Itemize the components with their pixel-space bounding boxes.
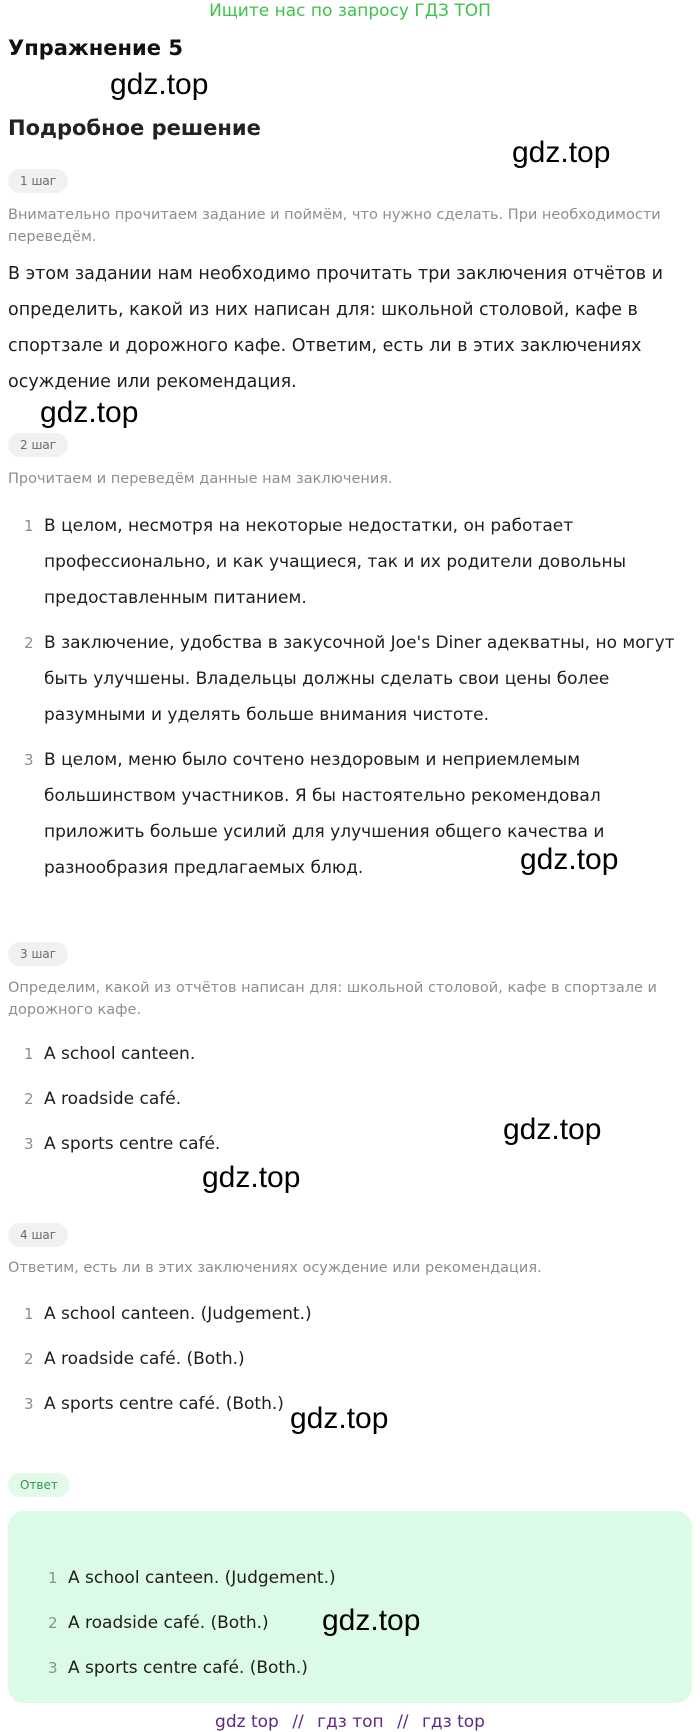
- list-text: A sports centre café. (Both.): [44, 1394, 284, 1414]
- list-number: 2: [24, 1350, 34, 1368]
- list-number: 1: [48, 1569, 58, 1587]
- step-note: Прочитаем и переведём данные нам заключения.: [8, 471, 393, 487]
- list-item: [8, 1042, 698, 1066]
- list-item: [8, 1347, 698, 1371]
- footer-link-gdz-top-mixed[interactable]: гдз top: [421, 1712, 485, 1732]
- footer-link-gdz-top[interactable]: gdz top: [215, 1712, 279, 1732]
- watermark: gdz.top: [202, 1161, 301, 1194]
- exercise-title: Упражнение 5: [8, 36, 183, 60]
- step-badge: 2 шаг: [8, 433, 68, 457]
- translation-list: [8, 508, 698, 895]
- step-note: Ответим, есть ли в этих заключениях осуждение или рекомендация.: [8, 1260, 542, 1276]
- step-note: Внимательно прочитаем задание и поймём, что нужно сделать. При необходимости переведём.: [8, 207, 661, 245]
- answer-badge: Ответ: [8, 1473, 70, 1497]
- list-item: [32, 1656, 672, 1680]
- list-number: 3: [24, 1395, 34, 1413]
- watermark: gdz.top: [322, 1604, 421, 1637]
- step-badge: 3 шаг: [8, 942, 68, 966]
- search-banner: Ищите нас по запросу ГДЗ ТОП: [209, 1, 491, 21]
- watermark: gdz.top: [290, 1402, 389, 1435]
- list-text: A roadside café. (Both.): [68, 1613, 269, 1633]
- list-item: [8, 1302, 698, 1326]
- list-text: A sports centre café. (Both.): [68, 1658, 308, 1678]
- footer-separator: //: [292, 1712, 304, 1732]
- list-number: 1: [24, 1045, 34, 1063]
- step-note: Определим, какой из отчётов написан для: школьной столовой, кафе в спортзале и дорожного кафе.: [8, 980, 657, 1018]
- list-item: [32, 1566, 672, 1590]
- watermark: gdz.top: [512, 136, 611, 169]
- list-number: 2: [24, 634, 34, 652]
- list-number: 3: [24, 751, 34, 769]
- watermark: gdz.top: [520, 843, 619, 876]
- list-text: A school canteen. (Judgement.): [68, 1568, 336, 1588]
- list-item: [8, 508, 698, 616]
- list-text: A roadside café.: [44, 1089, 182, 1109]
- list-number: 3: [24, 1135, 34, 1153]
- list-text: В заключение, удобства в закусочной Joe's Diner адекватны, но могут быть улучшены. Владельцы должны сделать свои цены более разумными и уделять больше внимания чистоте.: [44, 633, 675, 725]
- step-text: В этом задании нам необходимо прочитать три заключения отчётов и определить, какой из них написан для: школьной столовой, кафе в спортзале и дорожного кафе. Ответим, есть ли в этих заключениях осуждение или рекомендация.: [8, 264, 663, 392]
- report-type-list: [8, 1042, 698, 1177]
- list-text: A sports centre café.: [44, 1134, 221, 1154]
- list-number: 1: [24, 1305, 34, 1323]
- list-number: 1: [24, 517, 34, 535]
- list-text: В целом, меню было сочтено нездоровым и неприемлемым большинством участников. Я бы настоятельно рекомендовал приложить больше усилий для улучшения общего качества и разнообразия предлагаемых блюд.: [44, 750, 605, 878]
- step-badge: 1 шаг: [8, 169, 68, 193]
- watermark: gdz.top: [110, 68, 209, 101]
- watermark: gdz.top: [503, 1113, 602, 1146]
- footer-links: [0, 1712, 700, 1732]
- list-number: 2: [48, 1614, 58, 1632]
- footer-separator: //: [397, 1712, 409, 1732]
- list-item: [8, 625, 698, 733]
- list-text: A school canteen. (Judgement.): [44, 1304, 312, 1324]
- footer-link-gdz-top-ru[interactable]: гдз топ: [317, 1712, 384, 1732]
- step-badge: 4 шаг: [8, 1223, 68, 1247]
- list-number: 2: [24, 1090, 34, 1108]
- list-text: В целом, несмотря на некоторые недостатки, он работает профессионально, и как учащиеся, так и их родители довольны предоставленным питанием.: [44, 516, 627, 608]
- list-text: A school canteen.: [44, 1044, 196, 1064]
- list-text: A roadside café. (Both.): [44, 1349, 245, 1369]
- list-number: 3: [48, 1659, 58, 1677]
- list-item: [8, 1087, 698, 1111]
- solution-heading: Подробное решение: [8, 116, 261, 140]
- watermark: gdz.top: [40, 396, 139, 429]
